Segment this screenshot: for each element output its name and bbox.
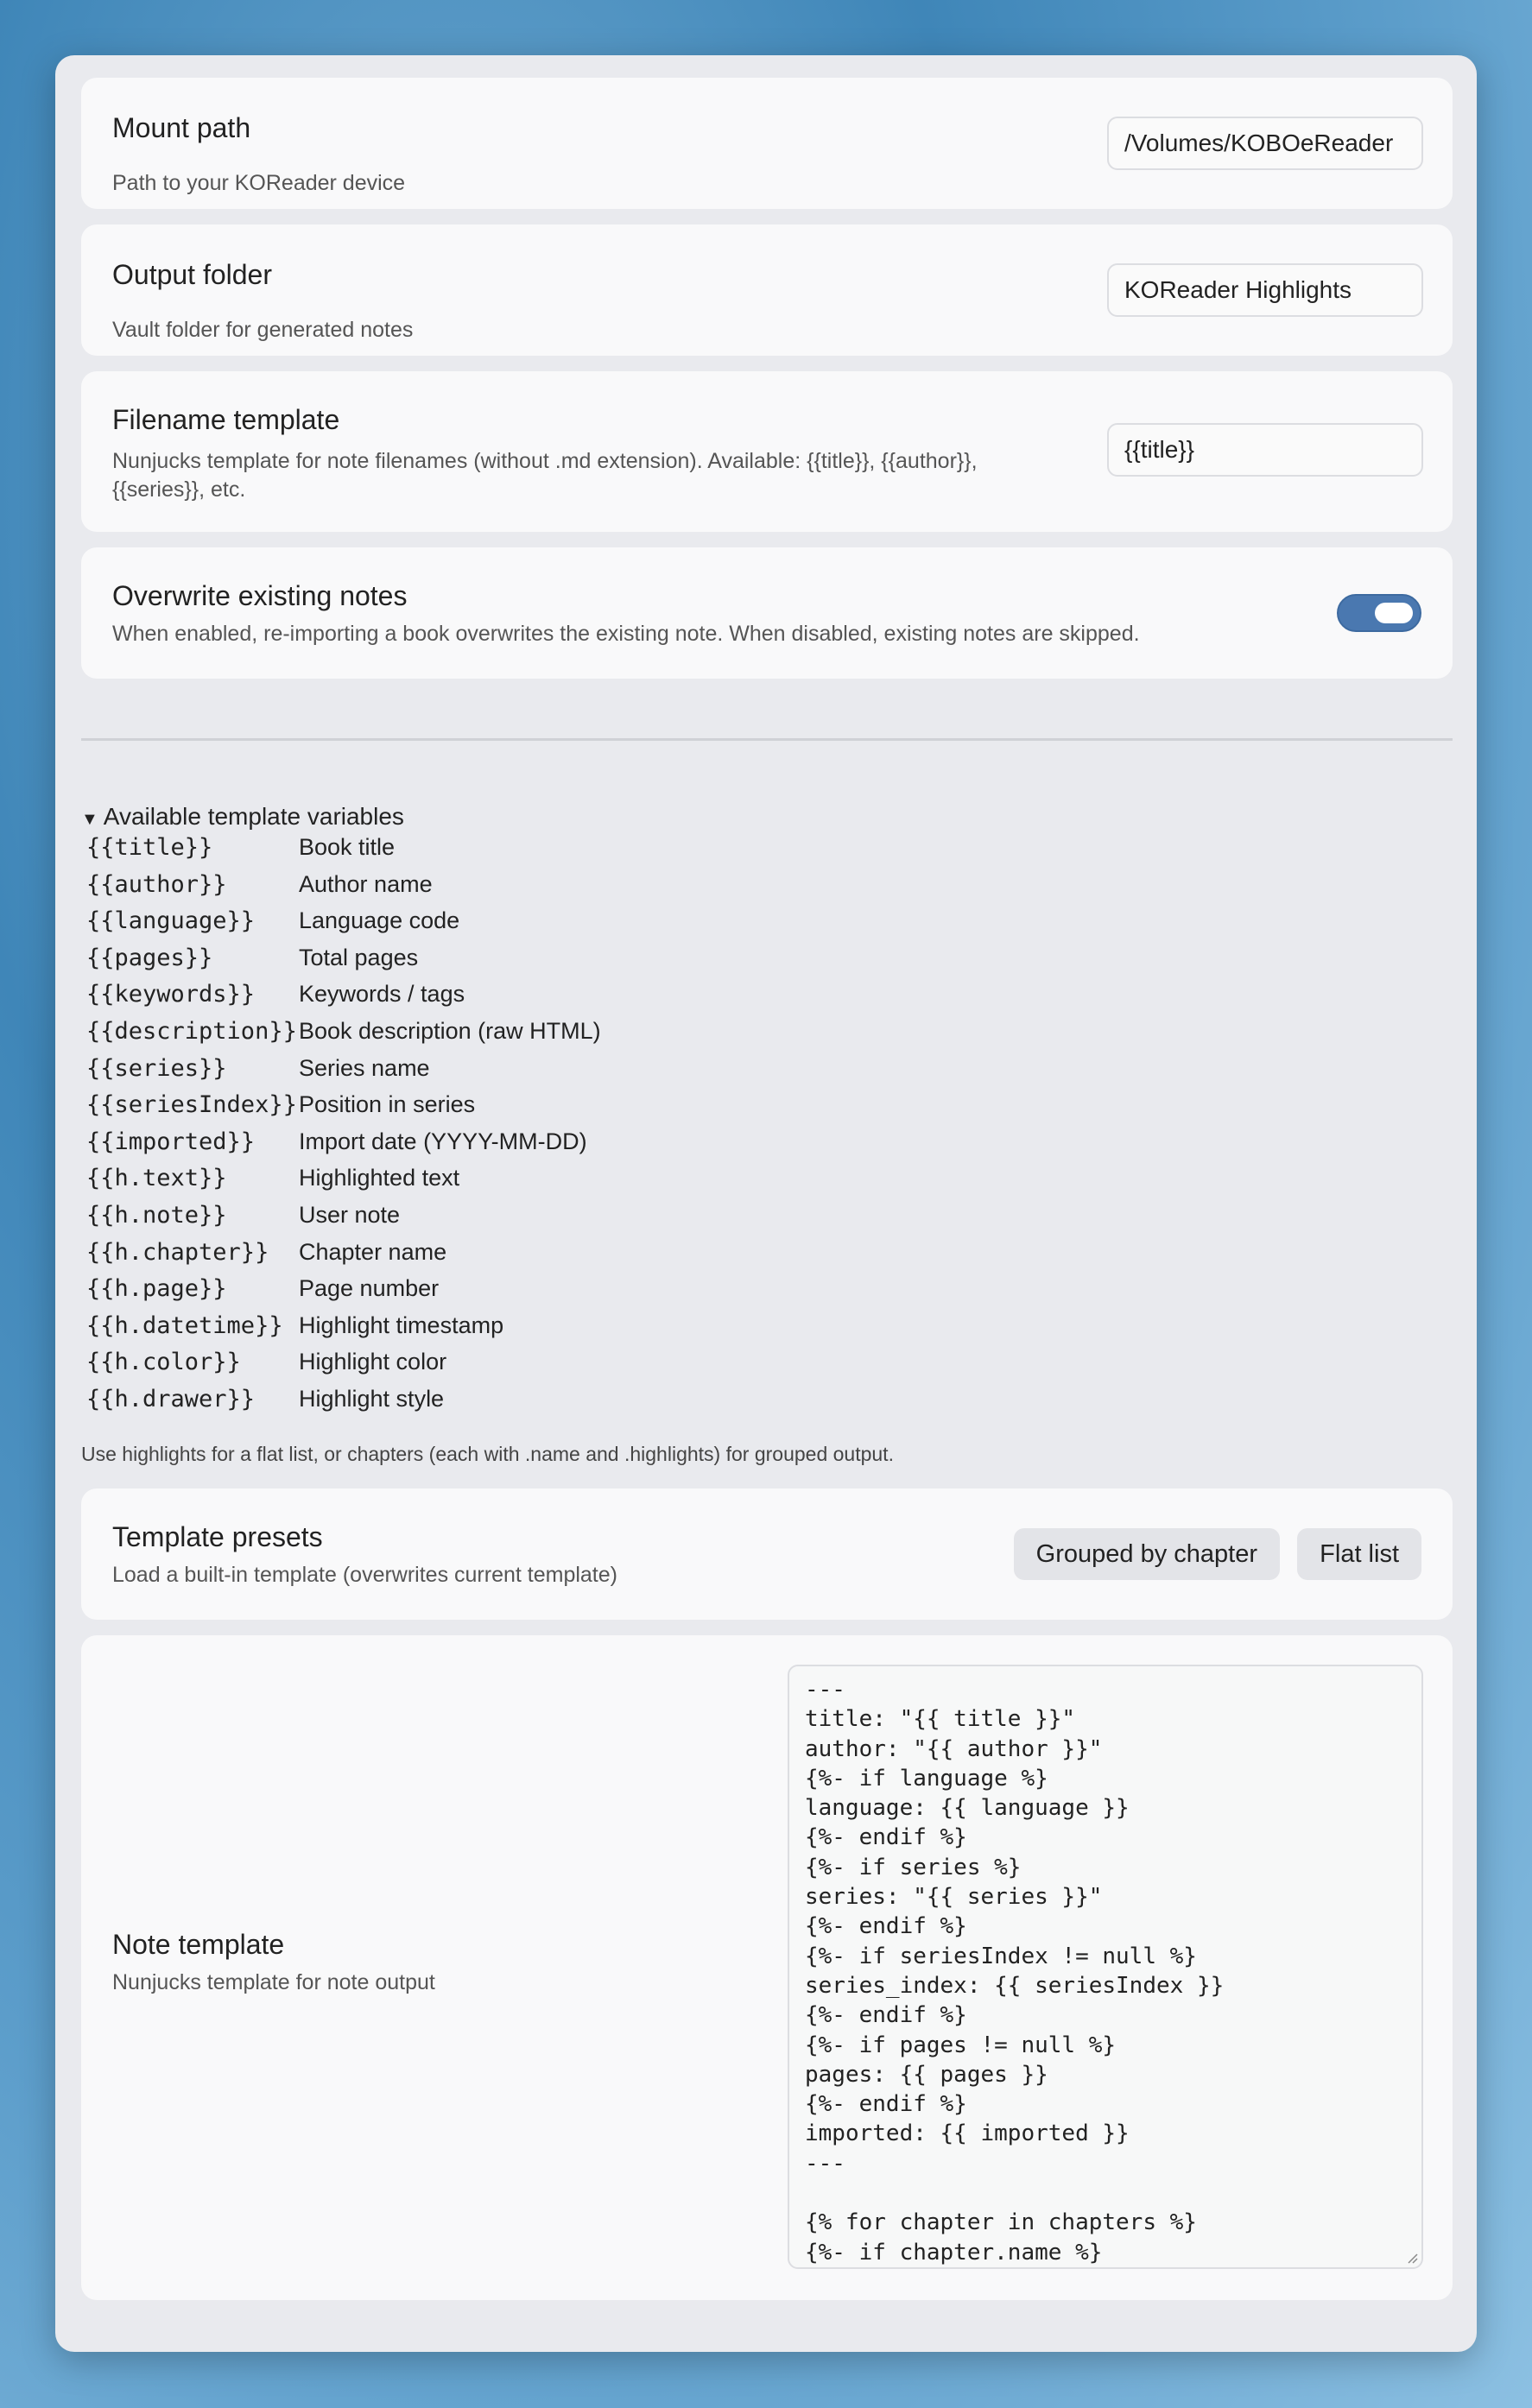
variable-description: Highlight color xyxy=(299,1349,447,1375)
variable-code: {{keywords}} xyxy=(86,981,256,1008)
preset-flat-button[interactable]: Flat list xyxy=(1297,1528,1421,1580)
variables-disclosure[interactable] xyxy=(81,803,404,831)
disclosure-label: Available template variables xyxy=(103,803,404,830)
variable-code: {{h.color}} xyxy=(86,1349,241,1376)
variable-description: Book title xyxy=(299,834,396,860)
variable-code: {{description}} xyxy=(86,1018,297,1045)
setting-description: When enabled, re-importing a book overwrites the existing note. When disabled, existing notes are skipped. xyxy=(112,622,1140,646)
variable-description: Language code xyxy=(299,907,460,934)
preset-grouped-button[interactable]: Grouped by chapter xyxy=(1014,1528,1280,1580)
setting-description: Load a built-in template (overwrites current template) xyxy=(112,1563,617,1587)
setting-title: Template presets xyxy=(112,1521,323,1552)
variable-description: Position in series xyxy=(299,1091,476,1118)
output-folder-input[interactable] xyxy=(1107,263,1423,317)
variable-code: {{h.datetime}} xyxy=(86,1311,283,1339)
disclosure-triangle-icon: ▼ xyxy=(81,810,98,829)
filename-template-input[interactable] xyxy=(1107,423,1423,477)
setting-description: Nunjucks template for note output xyxy=(112,1970,435,1994)
setting-note-template xyxy=(81,1635,1453,2300)
setting-title: Note template xyxy=(112,1929,285,1960)
mount-path-input[interactable] xyxy=(1107,117,1423,170)
variable-code: {{imported}} xyxy=(86,1128,256,1155)
setting-title: Filename template xyxy=(112,404,340,435)
setting-template-presets xyxy=(81,1488,1453,1620)
variable-code: {{h.drawer}} xyxy=(86,1386,256,1413)
variable-code: {{series}} xyxy=(86,1054,227,1082)
variable-description: User note xyxy=(299,1202,401,1228)
variable-description: Highlight timestamp xyxy=(299,1311,504,1338)
overwrite-toggle[interactable] xyxy=(1337,594,1421,632)
section-divider xyxy=(81,738,1453,741)
variable-code: {{title}} xyxy=(86,834,213,861)
variable-description: Author name xyxy=(299,870,433,897)
setting-description: Vault folder for generated notes xyxy=(112,318,414,342)
setting-title: Output folder xyxy=(112,259,272,290)
variable-code: {{seriesIndex}} xyxy=(86,1091,297,1119)
setting-description: Path to your KOReader device xyxy=(112,171,406,195)
setting-overwrite xyxy=(81,547,1453,679)
variable-description: Keywords / tags xyxy=(299,981,465,1008)
variable-code: {{h.text}} xyxy=(86,1165,227,1192)
settings-panel xyxy=(55,55,1477,2352)
variable-description: Chapter name xyxy=(299,1238,447,1265)
variables-hint: Use highlights for a flat list, or chapters (each with .name and .highlights) for grouped output. xyxy=(81,1443,894,1465)
description-line: Nunjucks template for note filenames (without .md extension). Available: {{title}}, {{author}}, xyxy=(112,449,978,473)
note-template-textarea[interactable] xyxy=(788,1665,1423,2269)
setting-mount-path xyxy=(81,78,1453,209)
setting-filename-template xyxy=(81,371,1453,532)
resize-handle-icon[interactable] xyxy=(1406,2252,1418,2264)
description-line: {{series}}, etc. xyxy=(112,477,246,502)
note-template-code: --- title: "{{ title }}" author: "{{ author }}" {%- if language %} language: {{ language }} {%- endif %} {%- if series %} series: "{{ series }}" {%- endif %} {%- if seriesIndex != null %} series_index: {{ seriesIndex }} {%- endif %} {%- if pages != null %} pages: {{ pages }} {%- endif %} imported: {{ imported }} --- {% for chapter in chapters %} {%- if chapter.name %} xyxy=(805,1677,1225,2266)
setting-title: Overwrite existing notes xyxy=(112,580,408,611)
variable-description: Book description (raw HTML) xyxy=(299,1018,601,1044)
variable-description: Series name xyxy=(299,1054,430,1081)
setting-output-folder xyxy=(81,224,1453,356)
setting-title: Mount path xyxy=(112,112,251,143)
setting-description xyxy=(112,447,978,504)
variable-description: Total pages xyxy=(299,944,419,970)
variable-code: {{h.note}} xyxy=(86,1202,227,1229)
variable-description: Highlight style xyxy=(299,1386,445,1412)
variable-code: {{h.chapter}} xyxy=(86,1238,269,1266)
variable-code: {{h.page}} xyxy=(86,1275,227,1303)
variable-code: {{author}} xyxy=(86,870,227,898)
variable-description: Page number xyxy=(299,1275,440,1302)
variable-description: Highlighted text xyxy=(299,1165,460,1191)
toggle-knob xyxy=(1375,603,1413,623)
variable-code: {{pages}} xyxy=(86,944,213,971)
variable-code: {{language}} xyxy=(86,907,256,935)
variable-description: Import date (YYYY-MM-DD) xyxy=(299,1128,587,1154)
